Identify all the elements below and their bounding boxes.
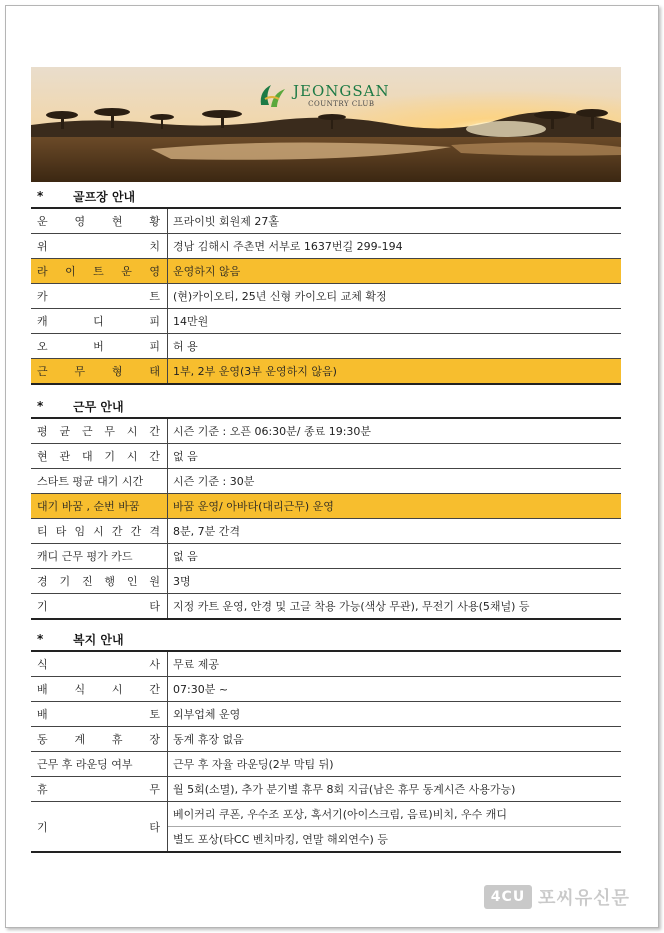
section-title: 골프장 안내 [73, 189, 136, 204]
row-label: 평 균 근 무 시 간 [37, 425, 160, 438]
table-row [31, 569, 621, 594]
table-row [31, 727, 621, 752]
value-cell: 프라이빗 회원제 27홀 [168, 208, 622, 234]
info-table [31, 417, 621, 620]
value-cell: 바꿈 운영/ 아바타(대리근무) 운영 [168, 494, 622, 519]
row-label: 위 치 [37, 240, 160, 253]
value-cell: (현)카이오티, 25년 신형 카이오티 교체 확정 [168, 284, 622, 309]
row-label: 근무 후 라운딩 여부 [37, 758, 133, 771]
table-row [31, 259, 621, 284]
value-cell: 07:30분 ~ [168, 677, 622, 702]
row-label: 캐 디 피 [37, 315, 160, 328]
label-cell [31, 234, 168, 259]
banner-image [31, 67, 621, 182]
row-label: 대기 바꿈 , 순번 바꿈 [37, 500, 140, 513]
table-row [31, 544, 621, 569]
table-row [31, 519, 621, 544]
section-title: 근무 안내 [73, 399, 124, 414]
section-header: * 근무 안내 [37, 399, 124, 414]
value-cell: 시즌 기준 : 오픈 06:30분/ 종료 19:30분 [168, 418, 622, 444]
label-cell [31, 651, 168, 677]
watermark [484, 884, 630, 910]
section-work-info [31, 395, 621, 620]
row-label: 경 기 진 행 인 원 [37, 575, 160, 588]
value-cell: 베이커리 쿠폰, 우수조 포상, 혹서기(아이스크림, 음료)비치, 우수 캐디 [168, 802, 622, 827]
label-cell [31, 727, 168, 752]
label-cell [31, 309, 168, 334]
row-label: 기 타 [37, 820, 160, 834]
table-row [31, 418, 621, 444]
value-cell: 근무 후 자율 라운딩(2부 막팀 뒤) [168, 752, 622, 777]
row-label: 스타트 평균 대기 시간 [37, 475, 144, 488]
value-cell: 시즌 기준 : 30분 [168, 469, 622, 494]
table-row [31, 444, 621, 469]
row-label: 오 버 피 [37, 340, 160, 353]
table-row [31, 802, 621, 827]
row-label: 식 사 [37, 658, 160, 671]
row-label: 캐디 근무 평가 카드 [37, 550, 133, 563]
value-cell: 허 용 [168, 334, 622, 359]
row-label: 현 관 대 기 시 간 [37, 450, 160, 463]
label-cell [31, 418, 168, 444]
label-cell [31, 494, 168, 519]
label-cell [31, 259, 168, 284]
value-cell: 무료 제공 [168, 651, 622, 677]
label-cell [31, 359, 168, 385]
table-row [31, 284, 621, 309]
table-row [31, 702, 621, 727]
label-cell [31, 777, 168, 802]
table-row [31, 208, 621, 234]
club-subtitle: COUNTRY CLUB [308, 100, 375, 108]
section-header: * 복지 안내 [37, 632, 124, 647]
label-cell [31, 284, 168, 309]
value-cell: 운영하지 않음 [168, 259, 622, 284]
label-cell [31, 544, 168, 569]
value-cell: 지정 카트 운영, 안경 및 고글 착용 가능(색상 무관), 무전기 사용(5채널) 등 [168, 594, 622, 620]
row-label: 티 타 임 시 간 간 격 [37, 525, 160, 538]
label-cell [31, 752, 168, 777]
label-cell [31, 469, 168, 494]
label-cell [31, 677, 168, 702]
label-cell [31, 208, 168, 234]
table-row [31, 777, 621, 802]
value-cell: 3명 [168, 569, 622, 594]
label-cell [31, 702, 168, 727]
table-row [31, 752, 621, 777]
value-cell: 없 음 [168, 444, 622, 469]
table-row [31, 469, 621, 494]
section-header: * 골프장 안내 [37, 189, 136, 204]
section-title: 복지 안내 [73, 632, 124, 647]
table-row [31, 309, 621, 334]
row-label: 기 타 [37, 600, 160, 613]
row-label: 배 식 시 간 [37, 683, 160, 696]
row-label: 라 이 트 운 영 [37, 265, 160, 278]
row-label: 카 트 [37, 290, 160, 303]
value-cell: 8분, 7분 간격 [168, 519, 622, 544]
table-row [31, 334, 621, 359]
club-logo-icon [255, 79, 289, 113]
table-row [31, 494, 621, 519]
label-cell [31, 569, 168, 594]
label-cell [31, 334, 168, 359]
table-row [31, 677, 621, 702]
value-cell: 1부, 2부 운영(3부 운영하지 않음) [168, 359, 622, 385]
label-cell [31, 519, 168, 544]
table-row [31, 359, 621, 385]
row-label: 근 무 형 태 [37, 365, 160, 378]
table-row [31, 234, 621, 259]
value-cell: 월 5회(소멸), 추가 분기별 휴무 8회 지급(남은 휴무 동계시즌 사용가능) [168, 777, 622, 802]
value-cell: 별도 포상(타CC 벤치마킹, 연말 해외연수) 등 [168, 827, 622, 853]
watermark-logo: 4CU [484, 885, 532, 909]
info-table [31, 207, 621, 385]
value-cell: 경남 김해시 주촌면 서부로 1637번길 299-194 [168, 234, 622, 259]
row-label: 배 토 [37, 708, 160, 721]
label-cell [31, 594, 168, 620]
value-cell: 동계 휴장 없음 [168, 727, 622, 752]
value-cell: 외부업체 운영 [168, 702, 622, 727]
section-welfare-info [31, 628, 621, 853]
info-table [31, 650, 621, 853]
section-golf-info [31, 185, 621, 385]
value-cell: 14만원 [168, 309, 622, 334]
row-label: 운 영 현 황 [37, 215, 160, 228]
watermark-text: 포씨유신문 [538, 888, 630, 909]
row-label: 동 계 휴 장 [37, 733, 160, 746]
row-label: 휴 무 [37, 783, 160, 796]
table-row [31, 651, 621, 677]
club-name: JEONGSAN [293, 82, 390, 100]
club-logo [255, 79, 390, 113]
table-row [31, 594, 621, 620]
value-cell: 없 음 [168, 544, 622, 569]
label-cell [31, 802, 168, 853]
label-cell [31, 444, 168, 469]
